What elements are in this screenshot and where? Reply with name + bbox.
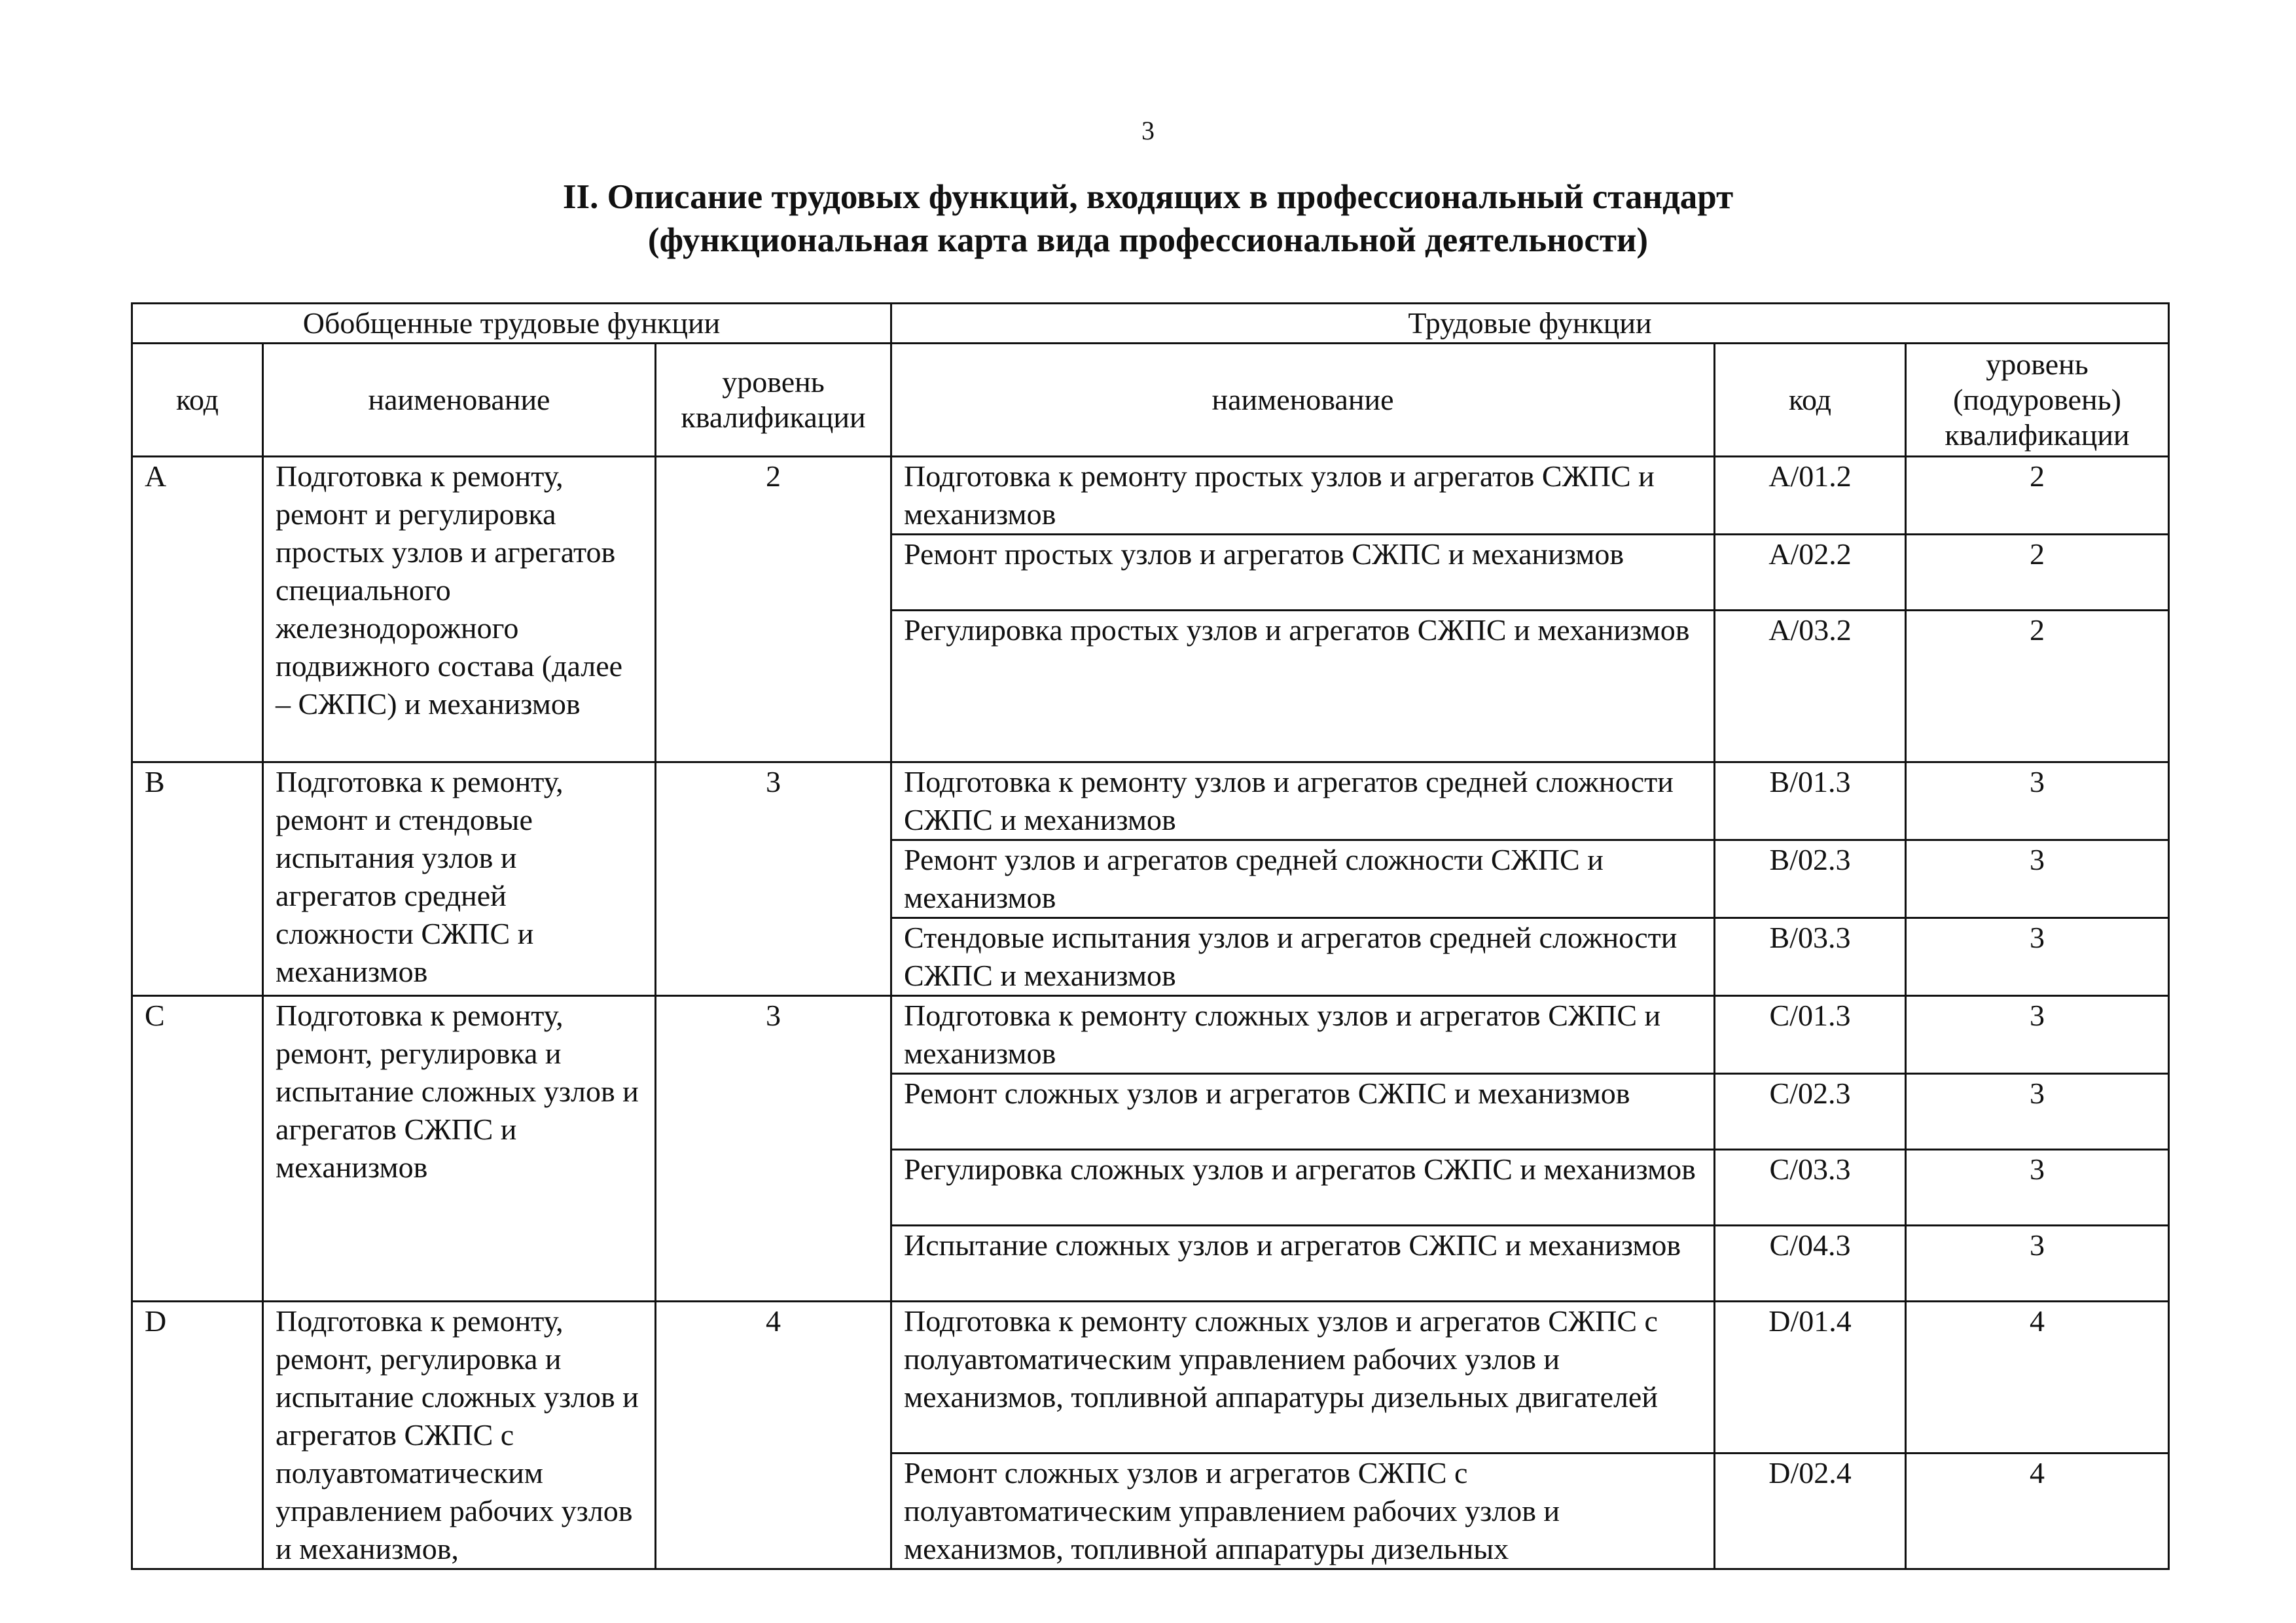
function-name: Подготовка к ремонту сложных узлов и агрегатов СЖПС и механизмов <box>891 996 1715 1074</box>
table-row <box>132 996 2169 1074</box>
function-name: Регулировка простых узлов и агрегатов СЖПС и механизмов <box>891 611 1715 762</box>
function-code: C/04.3 <box>1715 1226 1906 1302</box>
function-level: 3 <box>1906 1150 2169 1226</box>
function-name: Подготовка к ремонту узлов и агрегатов средней сложности СЖПС и механизмов <box>891 762 1715 840</box>
generalized-function-level: 3 <box>656 762 891 996</box>
function-name: Ремонт сложных узлов и агрегатов СЖПС и механизмов <box>891 1074 1715 1150</box>
function-code: C/01.3 <box>1715 996 1906 1074</box>
function-code: C/02.3 <box>1715 1074 1906 1150</box>
function-name: Ремонт сложных узлов и агрегатов СЖПС с полуавтоматическим управлением рабочих узлов и механизмов, топливной аппаратуры дизельных <box>891 1454 1715 1569</box>
column-header-row <box>132 344 2169 457</box>
labor-functions-header: Трудовые функции <box>891 304 2169 344</box>
generalized-function-code: D <box>132 1302 263 1569</box>
function-code: D/01.4 <box>1715 1302 1906 1454</box>
function-level: 2 <box>1906 611 2169 762</box>
section-title-line-1: II. Описание трудовых функций, входящих в профессиональный стандарт <box>562 178 1734 216</box>
col-header-function-level: уровень (подуровень) квалификации <box>1906 344 2169 457</box>
generalized-function-code: B <box>132 762 263 996</box>
function-code: C/03.3 <box>1715 1150 1906 1226</box>
generalized-function-code: A <box>132 457 263 762</box>
group-header-row <box>132 304 2169 344</box>
generalized-function-level: 4 <box>656 1302 891 1569</box>
generalized-function-code: C <box>132 996 263 1302</box>
table-row <box>132 457 2169 535</box>
generalized-function-name: Подготовка к ремонту, ремонт, регулировка и испытание сложных узлов и агрегатов СЖПС и механизмов <box>263 996 656 1302</box>
table-row <box>132 762 2169 840</box>
function-code: B/03.3 <box>1715 918 1906 996</box>
generalized-function-level: 2 <box>656 457 891 762</box>
function-level: 3 <box>1906 996 2169 1074</box>
col-header-generalized-level: уровень квалификации <box>656 344 891 457</box>
function-code: D/02.4 <box>1715 1454 1906 1569</box>
function-name: Ремонт узлов и агрегатов средней сложности СЖПС и механизмов <box>891 840 1715 918</box>
col-header-generalized-code: код <box>132 344 263 457</box>
col-header-generalized-name: наименование <box>263 344 656 457</box>
col-header-function-name: наименование <box>891 344 1715 457</box>
col-header-function-code: код <box>1715 344 1906 457</box>
section-title <box>0 175 2296 262</box>
function-code: A/02.2 <box>1715 535 1906 611</box>
function-name: Подготовка к ремонту простых узлов и агрегатов СЖПС и механизмов <box>891 457 1715 535</box>
table-row <box>132 1302 2169 1454</box>
function-name: Регулировка сложных узлов и агрегатов СЖПС и механизмов <box>891 1150 1715 1226</box>
function-level: 3 <box>1906 1074 2169 1150</box>
generalized-function-name: Подготовка к ремонту, ремонт, регулировка и испытание сложных узлов и агрегатов СЖПС с полуавтоматическим управлением рабочих узлов и механизмов, <box>263 1302 656 1569</box>
function-code: B/01.3 <box>1715 762 1906 840</box>
function-level: 3 <box>1906 918 2169 996</box>
functional-map-table <box>131 302 2170 1570</box>
generalized-function-name: Подготовка к ремонту, ремонт и стендовые испытания узлов и агрегатов средней сложности СЖПС и механизмов <box>263 762 656 996</box>
function-level: 2 <box>1906 535 2169 611</box>
section-title-line-2: (функциональная карта вида профессиональной деятельности) <box>647 221 1649 259</box>
generalized-function-level: 3 <box>656 996 891 1302</box>
function-name: Ремонт простых узлов и агрегатов СЖПС и механизмов <box>891 535 1715 611</box>
function-level: 2 <box>1906 457 2169 535</box>
function-name: Стендовые испытания узлов и агрегатов средней сложности СЖПС и механизмов <box>891 918 1715 996</box>
generalized-function-name: Подготовка к ремонту, ремонт и регулировка простых узлов и агрегатов специального железнодорожного подвижного состава (далее – СЖПС) и механизмов <box>263 457 656 762</box>
function-level: 3 <box>1906 762 2169 840</box>
function-name: Подготовка к ремонту сложных узлов и агрегатов СЖПС с полуавтоматическим управлением рабочих узлов и механизмов, топливной аппаратуры дизельных двигателей <box>891 1302 1715 1454</box>
function-code: A/03.2 <box>1715 611 1906 762</box>
function-code: A/01.2 <box>1715 457 1906 535</box>
function-code: B/02.3 <box>1715 840 1906 918</box>
function-level: 3 <box>1906 840 2169 918</box>
function-level: 3 <box>1906 1226 2169 1302</box>
function-level: 4 <box>1906 1302 2169 1454</box>
function-level: 4 <box>1906 1454 2169 1569</box>
page-number: 3 <box>1141 116 1155 145</box>
generalized-functions-header: Обобщенные трудовые функции <box>132 304 891 344</box>
function-name: Испытание сложных узлов и агрегатов СЖПС и механизмов <box>891 1226 1715 1302</box>
